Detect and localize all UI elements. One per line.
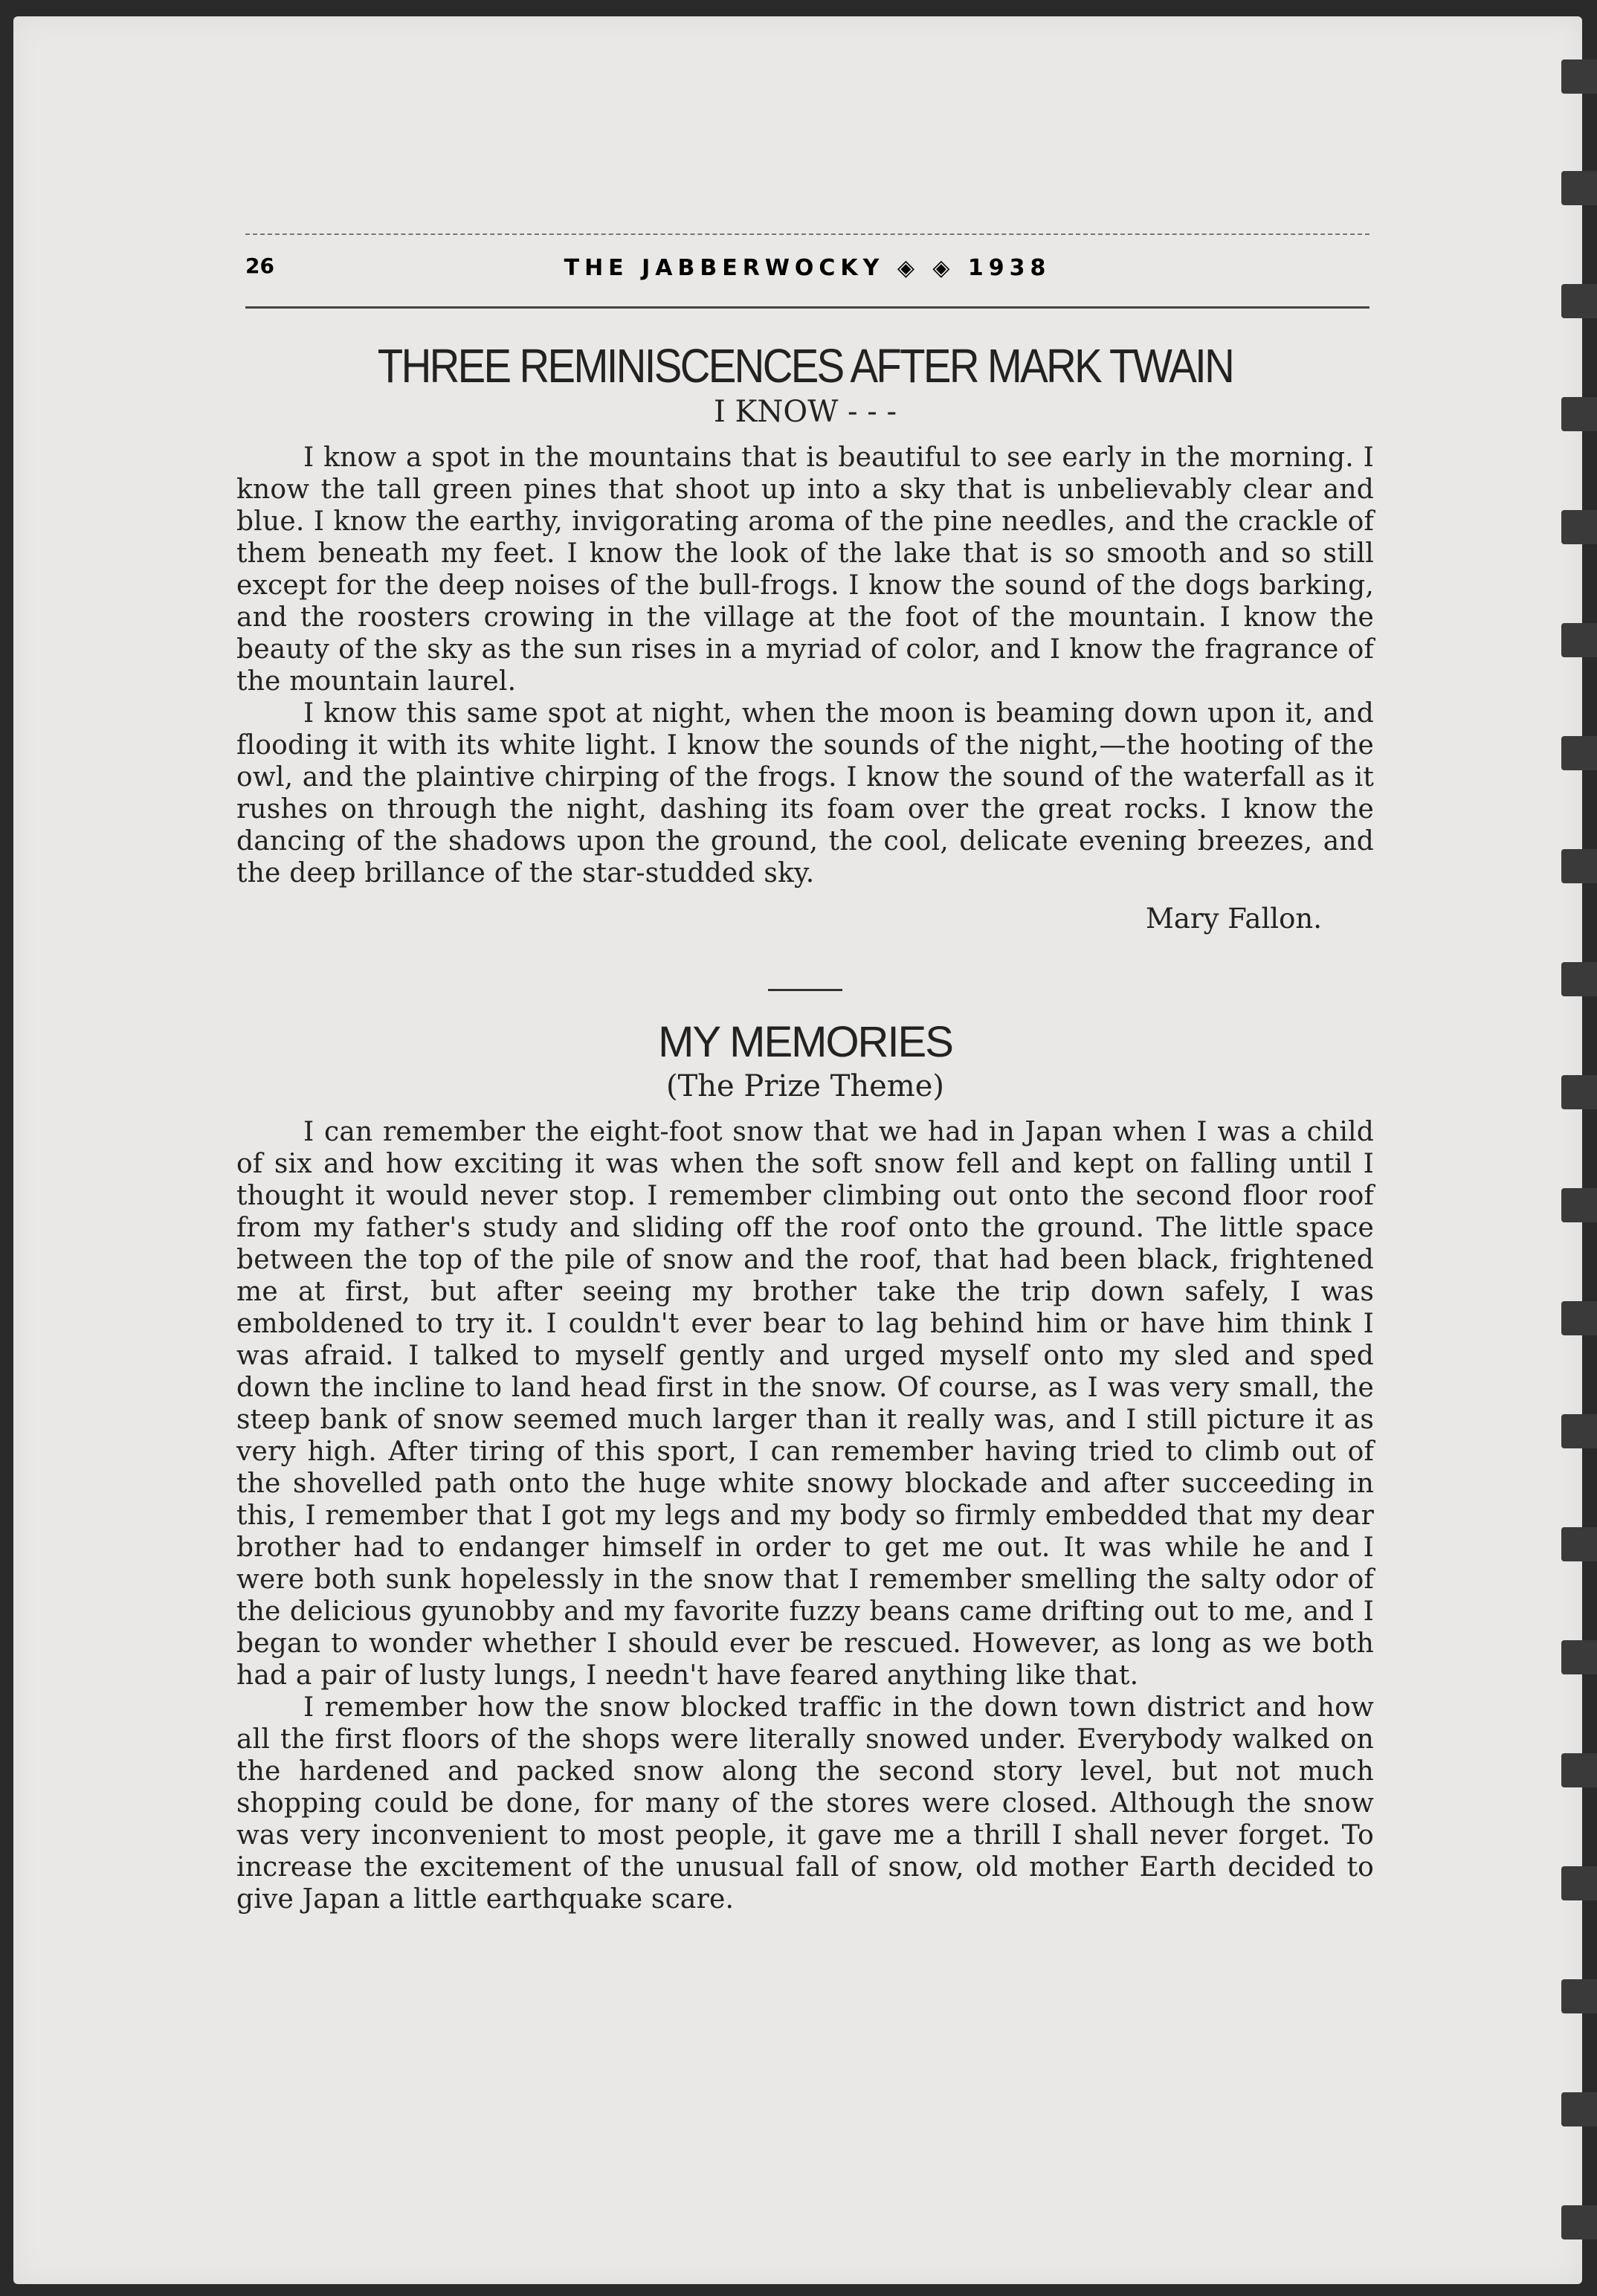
binding-slot bbox=[1561, 397, 1597, 431]
binding-slot bbox=[1561, 1188, 1597, 1222]
binding-slot bbox=[1561, 1075, 1597, 1109]
paragraph: I know a spot in the mountains that is beautiful to see early in the morning. I know the tall green pines that shoot up into a sky that is unbelievably clear and blue. I know the earthy, invigorating aroma of the pine needles, and the crackle of them beneath my feet. I know the look of the lake that is so smooth and so still except for the deep noises of the bull-frogs. I know the sound of the dogs barking, and the roosters crowing in the village at the foot of the mountain. I know the beauty of the sky as the sun rises in a myriad of color, and I know the fragrance of the mountain laurel. bbox=[236, 442, 1374, 697]
binding-slot bbox=[1561, 1527, 1597, 1561]
page-number: 26 bbox=[245, 254, 274, 278]
binding-slot bbox=[1561, 1414, 1597, 1448]
header-bottom-rule bbox=[245, 306, 1369, 309]
binding-slot bbox=[1561, 171, 1597, 205]
page-content bbox=[236, 327, 1374, 1915]
running-header bbox=[245, 249, 1369, 301]
article-three-reminiscences bbox=[236, 339, 1374, 937]
article-title: THREE REMINISCENCES AFTER MARK TWAIN bbox=[377, 339, 1233, 393]
paragraph: I know this same spot at night, when the moon is beaming down upon it, and flooding it with its white light. I know the sounds of the night,—the hooting of the owl, and the plaintive chirping of the frogs. I know the sound of the waterfall as it rushes on through the night, dashing its foam over the great rocks. I know the dancing of the shadows upon the ground, the cool, delicate evening breezes, and the deep brillance of the star-studded sky. bbox=[236, 698, 1374, 889]
paragraph: I can remember the eight-foot snow that we had in Japan when I was a child of six and how exciting it was when the soft snow fell and kept on falling until I thought it would never stop. I remember climbing out onto the second floor roof from my father's study and sliding off the roof onto the ground. The little space between the top of the pile of snow and the roof, that had been black, frightened me at first, but after seeing my brother take the trip down safely, I was emboldened to try it. I couldn't ever bear to lag behind him or have him think I was afraid. I talked to myself gently and urged myself onto my sled and sped down the incline to land head first in the snow. Of course, as I was very small, the steep bank of snow seemed much larger than it really was, and I still picture it as very high. After tiring of this sport, I can remember having tried to climb out of the shovelled path onto the huge white snowy blockade and after succeeding in this, I remember that I got my legs and my body so firmly embedded that my dear brother had to endanger himself in order to get me out. It was while he and I were both sunk hopelessly in the snow that I remember smelling the salty odor of the delicious gyunobby and my favorite fuzzy beans came drifting out to me, and I began to wonder whether I should ever be rescued. However, as long as we both had a pair of lusty lungs, I needn't have feared anything like that. bbox=[236, 1117, 1374, 1691]
binding-slot bbox=[1561, 849, 1597, 883]
article-subtitle: (The Prize Theme) bbox=[665, 1069, 945, 1103]
spiral-binding bbox=[1560, 45, 1597, 2260]
binding-slot bbox=[1561, 2092, 1597, 2126]
article-my-memories bbox=[236, 1018, 1374, 1915]
header-top-rule bbox=[245, 233, 1369, 235]
binding-slot bbox=[1561, 59, 1597, 94]
binding-slot bbox=[1561, 1301, 1597, 1335]
binding-slot bbox=[1561, 510, 1597, 544]
author-signature: Mary Fallon. bbox=[1145, 903, 1322, 935]
binding-slot bbox=[1561, 736, 1597, 770]
binding-slot bbox=[1561, 1866, 1597, 1900]
running-title: THE JABBERWOCKY ◈ ◈ 1938 bbox=[564, 255, 1051, 281]
binding-slot bbox=[1561, 284, 1597, 318]
binding-slot bbox=[1561, 2205, 1597, 2239]
binding-slot bbox=[1561, 1753, 1597, 1787]
section-divider bbox=[768, 989, 842, 991]
binding-slot bbox=[1561, 1640, 1597, 1674]
binding-slot bbox=[1561, 962, 1597, 996]
paragraph: I remember how the snow blocked traffic in the down town district and how all the first floors of the shops were literally snowed under. Everybody walked on the hardened and packed snow along the second story level, but not much shopping could be done, for many of the stores were closed. Although the snow was very inconvenient to most people, it gave me a thrill I shall never forget. To increase the excitement of the unusual fall of snow, old mother Earth decided to give Japan a little earthquake scare. bbox=[236, 1692, 1374, 1915]
binding-slot bbox=[1561, 623, 1597, 657]
article-subtitle: I KNOW - - - bbox=[714, 395, 897, 429]
binding-slot bbox=[1561, 1979, 1597, 2013]
article-title: MY MEMORIES bbox=[658, 1018, 952, 1066]
